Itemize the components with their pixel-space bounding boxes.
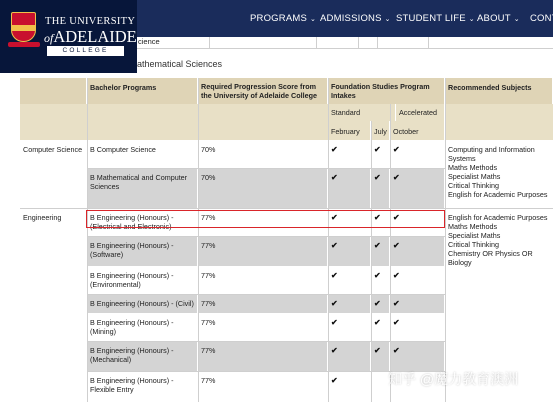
program-name: B Engineering (Honours) - (Software) xyxy=(87,236,198,266)
logo-line-2-main: ADELAIDE xyxy=(53,27,137,46)
check-icon: ✔ xyxy=(328,236,371,266)
check-icon: ✔ xyxy=(390,236,445,266)
progression-score: 77% xyxy=(198,266,328,294)
logo-line-2-prefix: of xyxy=(44,31,54,45)
divider xyxy=(316,37,317,49)
program-name: B Engineering (Honours) - (Mining) xyxy=(87,313,198,341)
check-icon: ✔ xyxy=(371,236,390,266)
check-icon: ✔ xyxy=(390,266,445,294)
check-icon: ✔ xyxy=(371,168,390,208)
nav-about-label: ABOUT xyxy=(477,13,511,24)
grid-line xyxy=(87,341,445,342)
grid-line xyxy=(445,78,446,402)
grid-line xyxy=(371,121,372,402)
check-icon: ✔ xyxy=(328,313,371,341)
progression-score: 77% xyxy=(198,313,328,341)
check-icon: ✔ xyxy=(390,140,445,168)
progression-score: 77% xyxy=(198,208,328,236)
progression-score: 70% xyxy=(198,140,328,168)
header-score: Required Progression Score from the University of Adelaide College xyxy=(198,78,328,104)
check-icon: ✔ xyxy=(390,341,445,371)
check-icon: ✔ xyxy=(328,266,371,294)
check-icon: ✔ xyxy=(371,208,390,236)
grid-line xyxy=(20,208,553,209)
program-name: B Computer Science xyxy=(87,140,198,168)
check-icon: ✔ xyxy=(328,371,371,402)
grid-line xyxy=(198,78,199,402)
logo-line-3: COLLEGE xyxy=(47,46,124,56)
check-icon: ✔ xyxy=(371,140,390,168)
chevron-down-icon: ⌄ xyxy=(513,15,520,23)
header-intakes: Foundation Studies Program Intakes xyxy=(328,78,445,104)
subheader-accelerated: Accelerated xyxy=(396,104,445,121)
section-title: athematical Sciences xyxy=(137,59,223,69)
table-subheader-row xyxy=(20,104,553,121)
divider xyxy=(377,37,378,49)
nav-student-life[interactable] xyxy=(396,0,475,37)
check-icon: ✔ xyxy=(328,208,371,236)
divider xyxy=(428,37,429,49)
crest-icon xyxy=(11,12,36,42)
program-name: B Engineering (Honours) - (Environmental) xyxy=(87,266,198,294)
logo-line-2 xyxy=(44,27,137,47)
program-name: B Engineering (Honours) - (Civil) xyxy=(87,294,198,313)
header-programs: Bachelor Programs xyxy=(87,78,198,104)
check-icon: ✔ xyxy=(371,341,390,371)
watermark: 知乎 @魔力教育澳洲 xyxy=(388,371,519,387)
group-subjects: English for Academic Purposes Maths Methods Specialist Maths Critical Thinking Chemistry OR Physics OR Biology xyxy=(445,208,553,408)
chevron-down-icon: ⌄ xyxy=(384,15,391,23)
logo-line-1: THE UNIVERSITY xyxy=(45,16,136,27)
nav-programs-label: PROGRAMS xyxy=(250,13,308,24)
check-icon: ✔ xyxy=(371,313,390,341)
progression-score: 77% xyxy=(198,294,328,313)
table-month-row xyxy=(20,121,553,140)
chevron-down-icon: ⌄ xyxy=(468,15,475,23)
nav-admissions-label: ADMISSIONS xyxy=(320,13,382,24)
table-row xyxy=(87,140,445,168)
month-july: July xyxy=(371,121,390,140)
grid-line xyxy=(328,78,329,402)
progression-score: 77% xyxy=(198,341,328,371)
divider xyxy=(209,37,210,49)
nav-contact[interactable] xyxy=(530,0,558,37)
progression-score: 70% xyxy=(198,168,328,208)
group-subjects: Computing and Information Systems Maths Methods Specialist Maths Critical Thinking English for Academic Purposes xyxy=(445,140,553,208)
table-row xyxy=(87,294,445,313)
table-header-row xyxy=(20,78,553,104)
highlight-box xyxy=(86,210,445,228)
nav-contact-label: CONT xyxy=(530,13,558,24)
check-icon: ✔ xyxy=(371,266,390,294)
month-october: October xyxy=(390,121,445,140)
grid-line xyxy=(87,78,88,402)
group-area-label: Engineering xyxy=(20,208,87,408)
chevron-down-icon: ⌄ xyxy=(310,15,317,23)
grid-line xyxy=(87,294,445,295)
table-row xyxy=(87,341,445,371)
grid-line xyxy=(87,168,445,169)
check-icon: ✔ xyxy=(390,294,445,313)
check-icon: ✔ xyxy=(328,140,371,168)
divider xyxy=(358,37,359,49)
table-row xyxy=(87,313,445,341)
nav-about[interactable] xyxy=(477,0,520,37)
subheader-standard: Standard xyxy=(328,104,396,121)
group-area-label: Computer Science xyxy=(20,140,87,208)
check-icon: ✔ xyxy=(328,341,371,371)
header-area xyxy=(20,78,87,104)
check-icon: ✔ xyxy=(371,294,390,313)
nav-programs[interactable] xyxy=(250,0,316,37)
table-row xyxy=(87,236,445,266)
check-icon: ✔ xyxy=(328,168,371,208)
university-logo[interactable] xyxy=(0,0,137,73)
program-name: B Engineering (Honours) - (Electrical and Electronic) xyxy=(87,208,198,236)
program-name: B Mathematical and Computer Sciences xyxy=(87,168,198,208)
nav-admissions[interactable] xyxy=(320,0,391,37)
grid-line xyxy=(87,236,445,237)
nav-student-life-label: STUDENT LIFE xyxy=(396,13,466,24)
check-icon: ✔ xyxy=(390,168,445,208)
program-name: B Engineering (Honours) - Flexible Entry xyxy=(87,371,198,402)
check-icon: ✔ xyxy=(328,294,371,313)
header-subjects: Recommended Subjects xyxy=(445,78,553,104)
month-february: February xyxy=(328,121,371,140)
table-row xyxy=(87,266,445,294)
table-row xyxy=(87,168,445,208)
progression-score: 77% xyxy=(198,236,328,266)
progression-score: 77% xyxy=(198,371,328,402)
check-icon: ✔ xyxy=(390,313,445,341)
check-icon: ✔ xyxy=(390,208,445,236)
grid-line xyxy=(390,104,391,402)
program-name: B Engineering (Honours) - (Mechanical) xyxy=(87,341,198,371)
partial-row-text: cience xyxy=(138,37,160,46)
